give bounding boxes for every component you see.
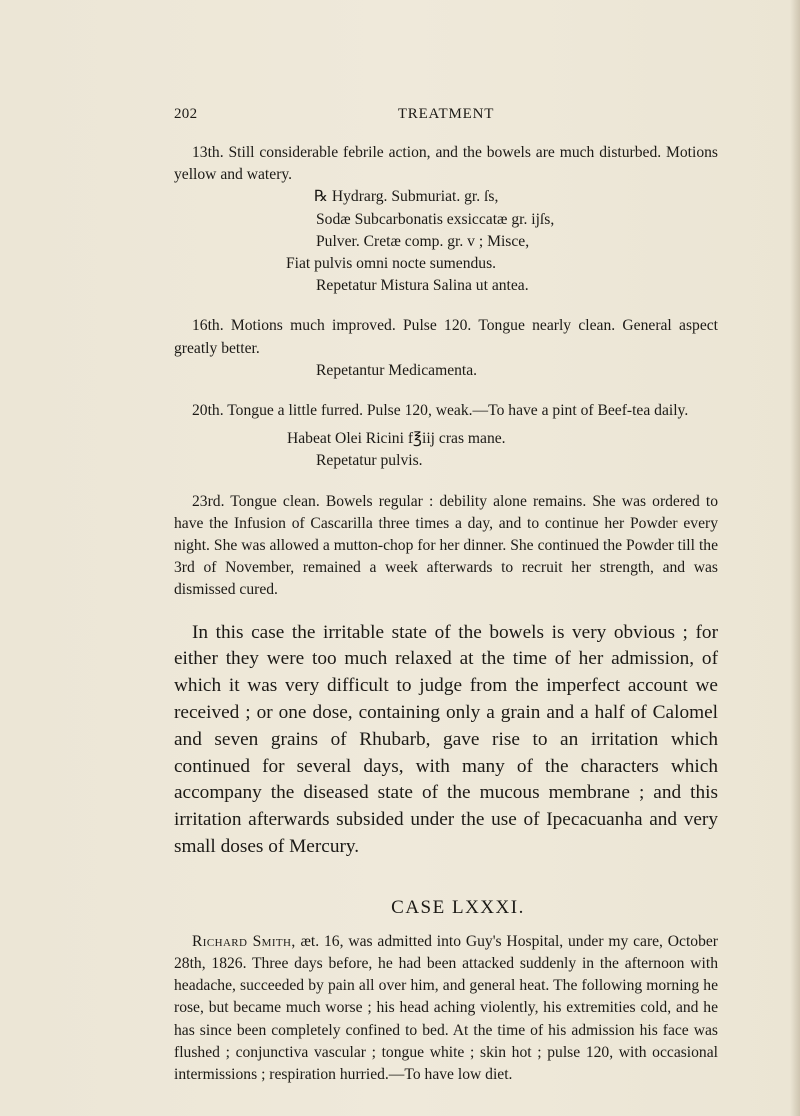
entry-20th: 20th. Tongue a little furred. Pulse 120, weak.—To have a pint of Beef-tea daily. [192,402,689,420]
rx-line: Pulver. Cretæ comp. gr. v ; Misce, [316,232,530,250]
case-heading: CASE LXXXI. [391,896,525,918]
case-notes [174,142,718,602]
entry-23rd: 23rd. Tongue clean. Bowels regular : debility alone remains. She was ordered to have the Infusion of Cascarilla three times a day, and to continue her Powder every night. She was allowed a mutton-chop for her dinner. She continued the Powder till the 3rd of November, remained a week afterwards to recruit her strength, and was dismissed cured. [174,492,718,599]
case-paragraph [174,931,718,1086]
patient-name: Richard Smith, [192,932,296,950]
running-head [174,106,718,128]
page-number: 202 [174,106,198,122]
rx-line: Habeat Olei Ricini f℥iij cras mane. [287,430,506,448]
rx-line: ℞ Hydrarg. Submuriat. gr. ſs, [314,188,499,206]
entry-16th: 16th. Motions much improved. Pulse 120. Tongue nearly clean. General aspect greatly better. [174,317,718,357]
page-edge-shadow [790,0,800,1116]
commentary-paragraph: In this case the irritable state of the bowels is very obvious ; for either they were too much relaxed at the time of her admission, of which it was very difficult to judge from the imperfect account we received ; or one dose, containing only a grain and a half of Calomel and seven grains of Rhubarb, gave rise to an irritation which continued for several days, with many of the characters which accompany the diseased state of the mucous membrane ; and this irritation afterwards subsided under the use of Ipecacuanha and very small doses of Mercury. [174,621,718,858]
running-title: TREATMENT [397,106,495,122]
rx-line: Fiat pulvis omni nocte sumendus. [286,255,497,273]
rx-line: Sodæ Subcarbonatis exsiccatæ gr. ijſs, [316,210,555,228]
rx-line: Repetatur pulvis. [316,452,423,470]
case-text: æt. 16, was admitted into Guy's Hospital, under my care, October 28th, 1826. Three days before, he had been attacked suddenly in the afternoon with headache, succeeded by pain all over him, and general heat. The following morning he rose, but became much worse ; his head aching violently, his extremities cold, and he has since been completely confined to bed. At the time of his admission his face was flushed ; conjunctiva vascular ; tongue white ; skin hot ; pulse 120, with occasional intermissions ; respiration hurried.—To have low diet. [174,932,719,1084]
rx-line: Repetantur Medicamenta. [316,361,478,379]
page-content [174,106,718,1086]
prescription-13th [174,186,718,297]
entry-13th: 13th. Still considerable febrile action, and the bowels are much disturbed. Motions yellow and watery. [174,144,718,184]
rx-line: Repetatur Mistura Salina ut antea. [316,277,529,295]
